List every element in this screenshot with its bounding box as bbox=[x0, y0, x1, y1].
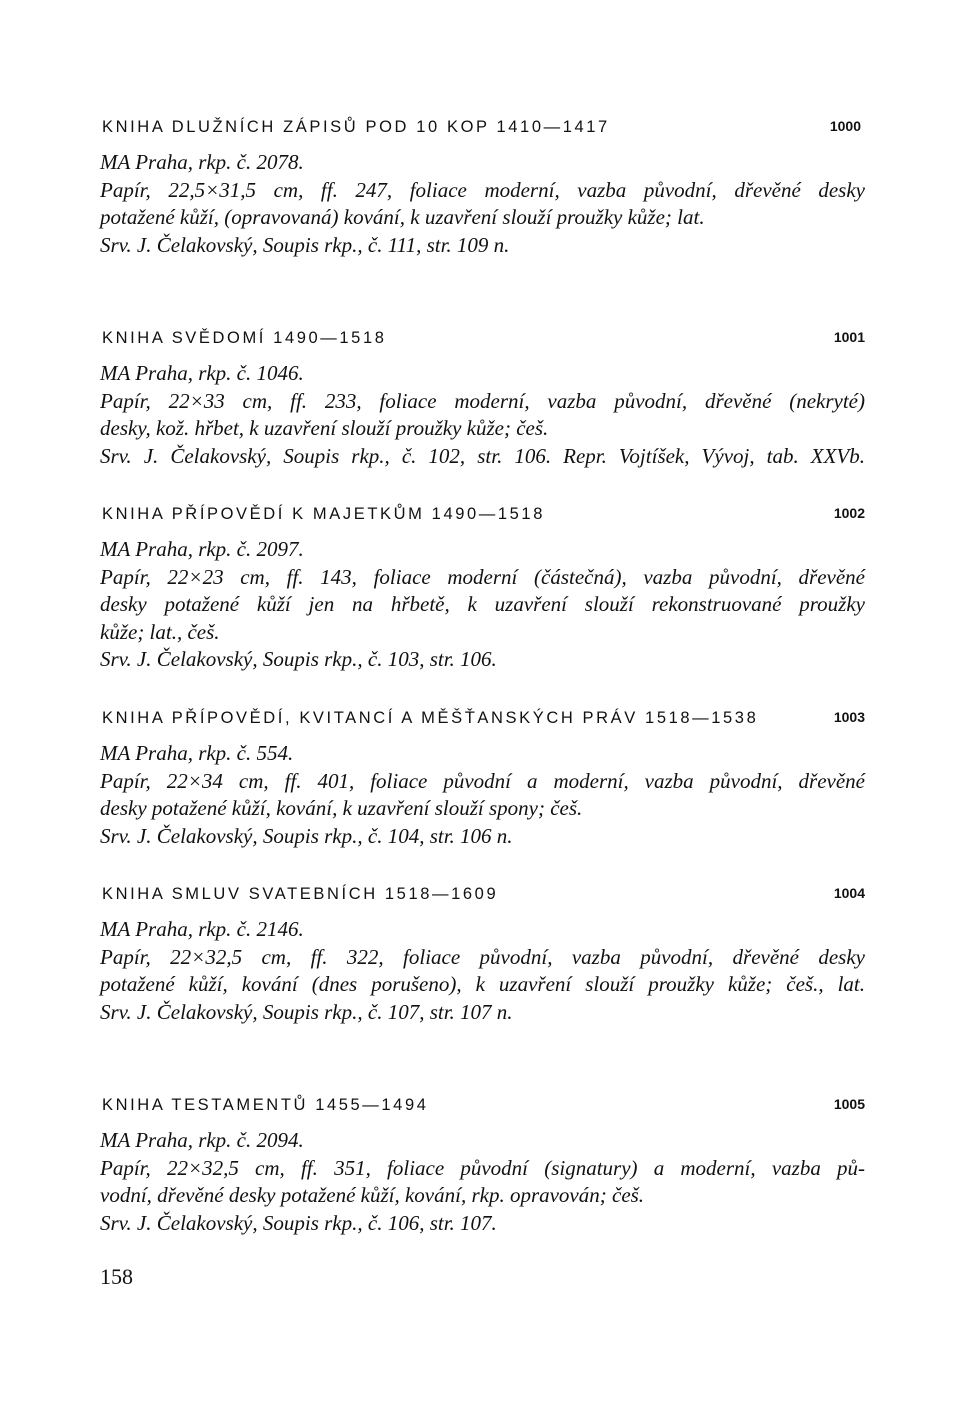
entry-line: Srv. J. Čelakovský, Soupis rkp., č. 103, str. 106. bbox=[100, 647, 497, 671]
entry-line: Papír, 22×23 cm, ff. 143, foliace moderní (částečná), vazba původní, dřevěné bbox=[100, 564, 865, 589]
entry-line: Papír, 22×32,5 cm, ff. 351, foliace původní (signatury) a moderní, vazba pů- bbox=[100, 1155, 865, 1180]
entry-title: KNIHA SMLUV SVATEBNÍCH 1518—1609 bbox=[102, 885, 499, 903]
entry-number: 1002 bbox=[833, 505, 865, 521]
catalog-entry-1001 bbox=[100, 329, 865, 470]
entry-line: MA Praha, rkp. č. 2146. bbox=[100, 917, 304, 941]
entry-line: Srv. J. Čelakovský, Soupis rkp., č. 106, str. 107. bbox=[100, 1210, 497, 1235]
catalog-entry-1003 bbox=[100, 709, 865, 850]
entry-line: Papír, 22×34 cm, ff. 401, foliace původní a moderní, vazba původní, dřevěné bbox=[100, 768, 865, 793]
entry-line: MA Praha, rkp. č. 2078. bbox=[100, 150, 304, 174]
entry-line: Srv. J. Čelakovský, Soupis rkp., č. 104, str. 106 n. bbox=[100, 823, 513, 848]
entry-number: 1004 bbox=[833, 885, 865, 901]
catalog-entry-1002 bbox=[100, 505, 865, 674]
entry-body bbox=[100, 360, 865, 470]
page-number: 158 bbox=[100, 1264, 133, 1289]
entry-header bbox=[100, 885, 865, 907]
entry-line: kůže; lat., češ. bbox=[100, 619, 220, 644]
entry-line: Srv. J. Čelakovský, Soupis rkp., č. 107, str. 107 n. bbox=[100, 999, 513, 1024]
catalog-entry-1005 bbox=[100, 1096, 865, 1237]
entry-body bbox=[100, 916, 865, 1026]
entry-line: Srv. J. Čelakovský, Soupis rkp., č. 102, str. 106. Repr. Vojtíšek, Vývoj, tab. XXVb. bbox=[100, 443, 865, 468]
entry-title: KNIHA SVĚDOMÍ 1490—1518 bbox=[102, 329, 387, 347]
catalog-entry-1004 bbox=[100, 885, 865, 1026]
entry-line: desky, kož. hřbet, k uzavření slouží proužky kůže; češ. bbox=[100, 416, 549, 440]
entry-title: KNIHA PŘÍPOVĚDÍ, KVITANCÍ A MĚŠŤANSKÝCH PRÁV 1518—1538 bbox=[102, 709, 759, 727]
entry-header bbox=[100, 329, 865, 351]
entry-line: desky potažené kůží, kování, k uzavření slouží spony; češ. bbox=[100, 796, 583, 820]
entry-line: MA Praha, rkp. č. 2097. bbox=[100, 537, 304, 561]
entry-line: Papír, 22×32,5 cm, ff. 322, foliace původní, vazba původní, dřevěné desky bbox=[100, 944, 865, 969]
entry-line: desky potažené kůží jen na hřbetě, k uzavření slouží rekonstruované proužky bbox=[100, 592, 865, 616]
entry-line: potažené kůží, (opravovaná) kování, k uzavření slouží proužky kůže; lat. bbox=[100, 205, 705, 229]
entry-number: 1000 bbox=[829, 118, 861, 134]
entry-body bbox=[100, 1127, 865, 1237]
entry-title: KNIHA PŘÍPOVĚDÍ K MAJETKŮM 1490—1518 bbox=[102, 505, 545, 523]
catalog-entry-1000 bbox=[100, 118, 865, 259]
entry-number: 1005 bbox=[833, 1096, 865, 1112]
entry-line: vodní, dřevěné desky potažené kůží, kování, rkp. opravován; češ. bbox=[100, 1183, 645, 1207]
entry-line: potažené kůží, kování (dnes porušeno), k uzavření slouží proužky kůže; češ., lat. bbox=[100, 972, 865, 996]
entry-header bbox=[100, 1096, 865, 1118]
entry-line: Papír, 22×33 cm, ff. 233, foliace moderní, vazba původní, dřevěné (nekryté) bbox=[100, 388, 865, 413]
entry-title: KNIHA DLUŽNÍCH ZÁPISŮ POD 10 KOP 1410—1417 bbox=[102, 118, 610, 136]
entry-header bbox=[100, 118, 865, 140]
entry-title: KNIHA TESTAMENTŮ 1455—1494 bbox=[102, 1096, 429, 1114]
entry-line: Papír, 22,5×31,5 cm, ff. 247, foliace moderní, vazba původní, dřevěné desky bbox=[100, 177, 865, 202]
entry-body bbox=[100, 149, 865, 259]
entry-header bbox=[100, 505, 865, 527]
entry-body bbox=[100, 740, 865, 850]
entry-number: 1001 bbox=[833, 329, 865, 345]
entry-line: MA Praha, rkp. č. 554. bbox=[100, 741, 294, 765]
entry-header bbox=[100, 709, 865, 731]
entry-line: MA Praha, rkp. č. 2094. bbox=[100, 1128, 304, 1152]
entry-number: 1003 bbox=[833, 709, 865, 725]
entry-line: MA Praha, rkp. č. 1046. bbox=[100, 361, 304, 385]
entry-line: Srv. J. Čelakovský, Soupis rkp., č. 111, str. 109 n. bbox=[100, 232, 510, 257]
entry-body bbox=[100, 536, 865, 674]
